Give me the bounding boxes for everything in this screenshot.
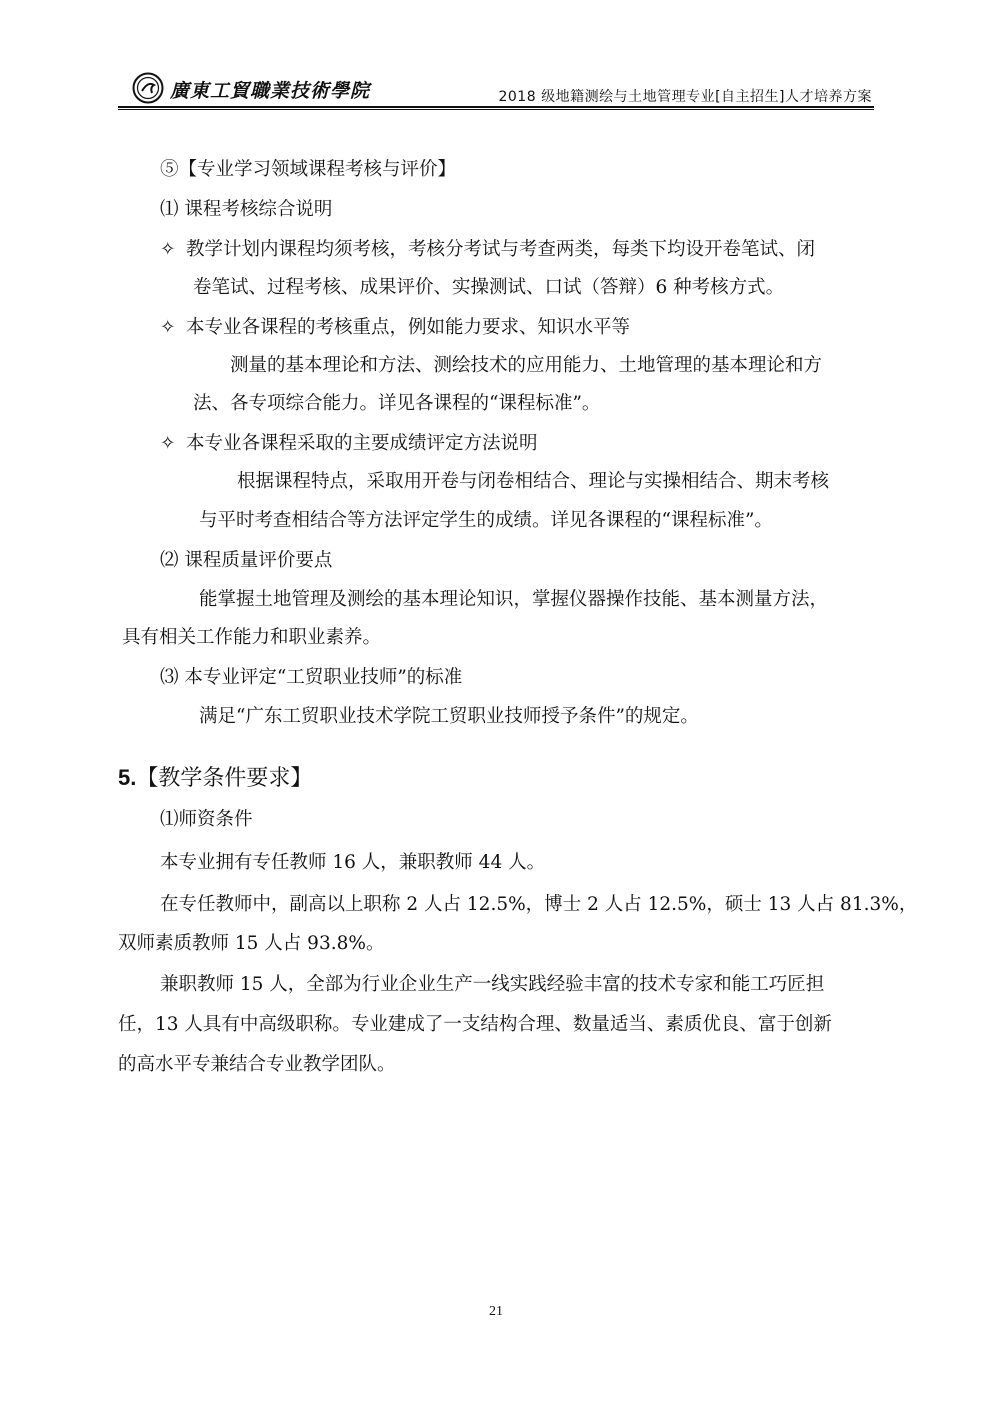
subsection-2-line-1: 能掌握土地管理及测绘的基本理论知识，掌握仪器操作技能、基本测量方法， (199, 589, 829, 610)
paragraph-2-line-1: 在专任教师中，副高以上职称 2 人占 12.5%，博士 2 人占 12.5%，硕士 13 人占 81.3%， (160, 894, 918, 915)
paragraph-3-line-1: 兼职教师 15 人，全部为行业企业生产一线实践经验丰富的技术专家和能工巧匠担 (160, 974, 825, 995)
bullet-3-line-1: 根据课程特点，采取用开卷与闭卷相结合、理论与实操相结合、期末考核 (237, 471, 830, 492)
bullet-2 (160, 316, 630, 340)
school-logo (132, 72, 164, 104)
header-rule (118, 106, 874, 108)
bullet-icon: ✧ (160, 433, 176, 454)
paragraph-2-line-2: 双师素质教师 15 人占 93.8%。 (118, 933, 385, 954)
section-5-title: 【教学条件要求】 (136, 766, 313, 791)
subsection-2-line-2: 具有相关工作能力和职业素养。 (122, 627, 382, 648)
section-5-sub1-title: ⑴师资条件 (160, 809, 253, 830)
section-5-number: 5. (118, 765, 137, 790)
bullet-3 (160, 432, 538, 456)
bullet-1-line-1: 教学计划内课程均须考核，考核分考试与考查两类，每类下均设开卷笔试、闭 (186, 239, 816, 260)
subsection-3-title: ⑶ 本专业评定“工贸职业技师”的标准 (160, 667, 463, 688)
bullet-3-line-2: 与平时考查相结合等方法评定学生的成绩。详见各课程的“课程标准”。 (199, 510, 773, 531)
bullet-3-title: 本专业各课程采取的主要成绩评定方法说明 (186, 433, 538, 454)
bullet-icon: ✧ (160, 317, 176, 338)
header-rule-thin (118, 109, 874, 110)
school-name: 廣東工貿職業技術學院 (170, 80, 371, 102)
subsection-3-line-1: 满足“广东工贸职业技术学院工贸职业技师授予条件”的规定。 (199, 706, 699, 727)
subsection-1-title: ⑴ 课程考核综合说明 (160, 199, 333, 220)
bullet-2-title: 本专业各课程的考核重点，例如能力要求、知识水平等 (186, 317, 631, 338)
bullet-2-line-2: 法、各专项综合能力。详见各课程的“课程标准”。 (193, 393, 601, 414)
bullet-icon: ✧ (160, 239, 176, 260)
paragraph-1: 本专业拥有专任教师 16 人，兼职教师 44 人。 (160, 852, 546, 873)
document-title: 2018 级地籍测绘与土地管理专业[自主招生]人才培养方案 (498, 89, 872, 105)
bullet-1-line-2: 卷笔试、过程考核、成果评价、实操测试、口试（答辩）6 种考核方式。 (193, 277, 785, 298)
section-heading: ⑤【专业学习领域课程考核与评价】 (160, 159, 457, 180)
section-5-heading (118, 764, 312, 793)
paragraph-3-line-3: 的高水平专兼结合专业教学团队。 (118, 1054, 396, 1075)
subsection-2-title: ⑵ 课程质量评价要点 (160, 550, 333, 571)
bullet-1 (160, 238, 815, 262)
paragraph-3-line-2: 任，13 人具有中高级职称。专业建成了一支结构合理、数量适当、素质优良、富于创新 (118, 1014, 832, 1035)
page-number: 21 (489, 1304, 503, 1319)
bullet-2-line-1: 测量的基本理论和方法、测绘技术的应用能力、土地管理的基本理论和方 (230, 355, 823, 376)
